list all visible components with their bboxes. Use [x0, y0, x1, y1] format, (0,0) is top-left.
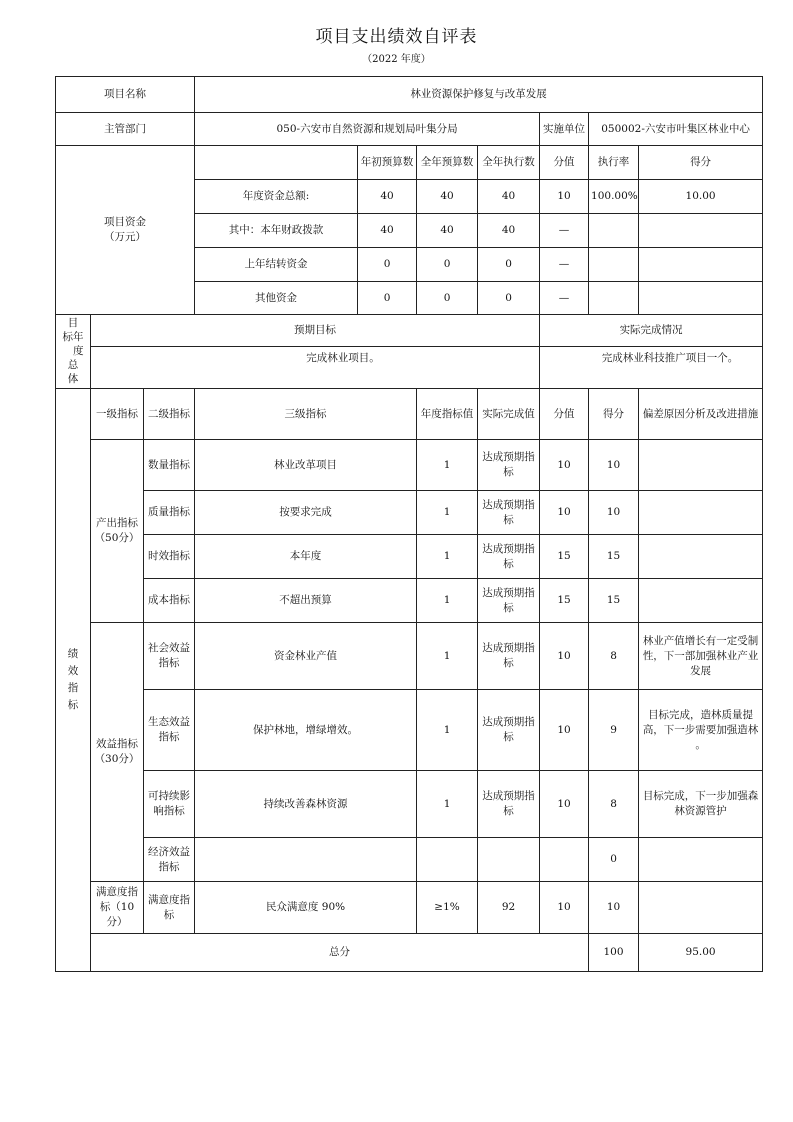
fund-exec: 40 [478, 180, 540, 214]
goal-side-char: 年 [73, 331, 84, 343]
col-exec-rate: 执行率 [589, 146, 639, 180]
goal-expected-value: 完成林业项目。 [91, 347, 540, 389]
indicator-score: 8 [589, 623, 639, 690]
indicator-l2: 数量指标 [144, 440, 195, 491]
goal-side-char: 总 [67, 359, 79, 371]
indicator-score: 10 [589, 882, 639, 934]
indicator-actual: 达成预期指标 [478, 690, 540, 771]
dept-label: 主管部门 [56, 113, 195, 146]
fund-exec: 0 [478, 282, 540, 315]
dept-row [56, 113, 763, 146]
goal-side-char: 度 [73, 345, 84, 357]
lvl1-header: 一级指标 [91, 389, 144, 440]
fund-score-val: — [540, 214, 589, 248]
indicator-l3: 民众满意度 90% [195, 882, 417, 934]
total-row [56, 934, 763, 972]
lvl3-header: 三级指标 [195, 389, 417, 440]
output-label: 产出指标（50分） [91, 440, 144, 623]
indicator-header-row [56, 389, 763, 440]
goals-header-row [56, 315, 763, 347]
fund-label: 项目资金 （万元） [56, 146, 195, 315]
indicator-dev [639, 579, 763, 623]
indicator-score: 10 [589, 491, 639, 535]
deviation-header: 偏差原因分析及改进措施 [639, 389, 763, 440]
benefit-label: 效益指标（30分） [91, 623, 144, 882]
impl-unit-value: 050002-六安市叶集区林业中心 [589, 113, 763, 146]
indicator-dev [639, 491, 763, 535]
score-val-header: 分值 [540, 389, 589, 440]
fund-row-label: 上年结转资金 [195, 248, 358, 282]
fund-score [639, 214, 763, 248]
total-val: 100 [589, 934, 639, 972]
indicator-val: 10 [540, 491, 589, 535]
fund-start: 0 [358, 248, 417, 282]
satisfaction-label: 满意度指标（10分） [91, 882, 144, 934]
indicator-row [56, 882, 763, 934]
indicator-row [56, 771, 763, 838]
indicator-score: 0 [589, 838, 639, 882]
indicator-val: 15 [540, 579, 589, 623]
indicator-dev: 目标完成，下一步加强森林资源管护 [639, 771, 763, 838]
indicator-l3: 资金林业产值 [195, 623, 417, 690]
funds-header-blank [195, 146, 358, 180]
indicator-val: 15 [540, 535, 589, 579]
indicator-target: 1 [417, 623, 478, 690]
dept-value: 050-六安市自然资源和规划局叶集分局 [195, 113, 540, 146]
indicator-target: 1 [417, 440, 478, 491]
total-label: 总分 [91, 934, 589, 972]
indicator-dev [639, 535, 763, 579]
indicator-l3: 按要求完成 [195, 491, 417, 535]
indicator-row [56, 440, 763, 491]
indicator-row [56, 579, 763, 623]
indicator-score: 15 [589, 535, 639, 579]
col-score-val: 分值 [540, 146, 589, 180]
indicator-l3: 不超出预算 [195, 579, 417, 623]
indicator-target: 1 [417, 771, 478, 838]
indicator-l2: 满意度指标 [144, 882, 195, 934]
fund-full: 0 [417, 248, 478, 282]
indicator-l2: 经济效益指标 [144, 838, 195, 882]
indicator-val: 10 [540, 771, 589, 838]
indicator-dev: 林业产值增长有一定受制性，下一部加强林业产业发展 [639, 623, 763, 690]
fund-start: 0 [358, 282, 417, 315]
indicator-actual: 92 [478, 882, 540, 934]
fund-rate [589, 282, 639, 315]
col-score: 得分 [639, 146, 763, 180]
fund-rate: 100.00% [589, 180, 639, 214]
indicator-row [56, 535, 763, 579]
indicator-dev [639, 838, 763, 882]
fund-start: 40 [358, 180, 417, 214]
indicator-l3: 林业改革项目 [195, 440, 417, 491]
indicator-target: 1 [417, 690, 478, 771]
indicator-val: 10 [540, 882, 589, 934]
fund-full: 40 [417, 180, 478, 214]
col-budget-full: 全年预算数 [417, 146, 478, 180]
fund-rate [589, 248, 639, 282]
indicator-l3 [195, 838, 417, 882]
indicator-row [56, 690, 763, 771]
indicator-target: 1 [417, 535, 478, 579]
indicator-score: 15 [589, 579, 639, 623]
actual-value-header: 实际完成值 [478, 389, 540, 440]
goals-row [56, 347, 763, 389]
fund-full: 40 [417, 214, 478, 248]
goal-side-char: 标 [62, 331, 73, 343]
evaluation-table [55, 76, 780, 972]
fund-score-val: 10 [540, 180, 589, 214]
funds-header-row [56, 146, 763, 180]
indicator-score: 8 [589, 771, 639, 838]
indicator-row [56, 623, 763, 690]
indicator-dev: 目标完成，造林质量提高，下一步需要加强造林 。 [639, 690, 763, 771]
indicator-l2: 时效指标 [144, 535, 195, 579]
indicator-val: 10 [540, 690, 589, 771]
fund-score-val: — [540, 282, 589, 315]
goal-side-char: 目 [67, 317, 79, 329]
indicator-l2: 生态效益指标 [144, 690, 195, 771]
indicator-target: 1 [417, 579, 478, 623]
indicator-actual: 达成预期指标 [478, 535, 540, 579]
fund-score-val: — [540, 248, 589, 282]
indicator-actual: 达成预期指标 [478, 440, 540, 491]
indicator-l2: 成本指标 [144, 579, 195, 623]
indicator-l2: 质量指标 [144, 491, 195, 535]
fund-row-label: 其中：本年财政拨款 [195, 214, 358, 248]
indicator-score: 10 [589, 440, 639, 491]
fund-start: 40 [358, 214, 417, 248]
indicator-l3: 本年度 [195, 535, 417, 579]
fund-score: 10.00 [639, 180, 763, 214]
goal-actual-value: 完成林业科技推广项目一个。 [540, 347, 763, 389]
indicator-l3: 保护林地，增绿增效。 [195, 690, 417, 771]
indicator-val: 10 [540, 623, 589, 690]
project-name-label: 项目名称 [56, 77, 195, 113]
indicator-score: 9 [589, 690, 639, 771]
annual-target-header: 年度指标值 [417, 389, 478, 440]
indicator-target: ≥1% [417, 882, 478, 934]
fund-exec: 0 [478, 248, 540, 282]
goal-actual-header: 实际完成情况 [540, 315, 763, 347]
col-exec: 全年执行数 [478, 146, 540, 180]
page-subtitle: （2022 年度） [362, 54, 431, 65]
indicator-l2: 可持续影响指标 [144, 771, 195, 838]
score-header: 得分 [589, 389, 639, 440]
indicator-actual: 达成预期指标 [478, 491, 540, 535]
total-score: 95.00 [639, 934, 763, 972]
project-name-value: 林业资源保护修复与改革发展 [195, 77, 763, 113]
indicator-actual: 达成预期指标 [478, 771, 540, 838]
indicator-row [56, 491, 763, 535]
indicator-actual: 达成预期指标 [478, 579, 540, 623]
project-name-row [56, 77, 763, 113]
goal-side-char: 体 [67, 373, 79, 385]
fund-row-label: 其他资金 [195, 282, 358, 315]
indicator-dev [639, 882, 763, 934]
indicator-actual [478, 838, 540, 882]
indicator-target [417, 838, 478, 882]
indicator-l3: 持续改善森林资源 [195, 771, 417, 838]
fund-score [639, 282, 763, 315]
perf-side-label: 绩效指标 [56, 389, 91, 972]
indicator-dev [639, 440, 763, 491]
goal-expected-header: 预期目标 [91, 315, 540, 347]
indicator-l2: 社会效益指标 [144, 623, 195, 690]
goal-side-label [56, 315, 91, 389]
fund-score [639, 248, 763, 282]
col-budget-start: 年初预算数 [358, 146, 417, 180]
fund-full: 0 [417, 282, 478, 315]
indicator-actual: 达成预期指标 [478, 623, 540, 690]
indicator-row [56, 838, 763, 882]
fund-rate [589, 214, 639, 248]
impl-unit-label: 实施单位 [540, 113, 589, 146]
indicator-target: 1 [417, 491, 478, 535]
indicator-val [540, 838, 589, 882]
page-title: 项目支出绩效自评表 [315, 27, 478, 47]
lvl2-header: 二级指标 [144, 389, 195, 440]
fund-exec: 40 [478, 214, 540, 248]
fund-row-label: 年度资金总额: [195, 180, 358, 214]
indicator-val: 10 [540, 440, 589, 491]
